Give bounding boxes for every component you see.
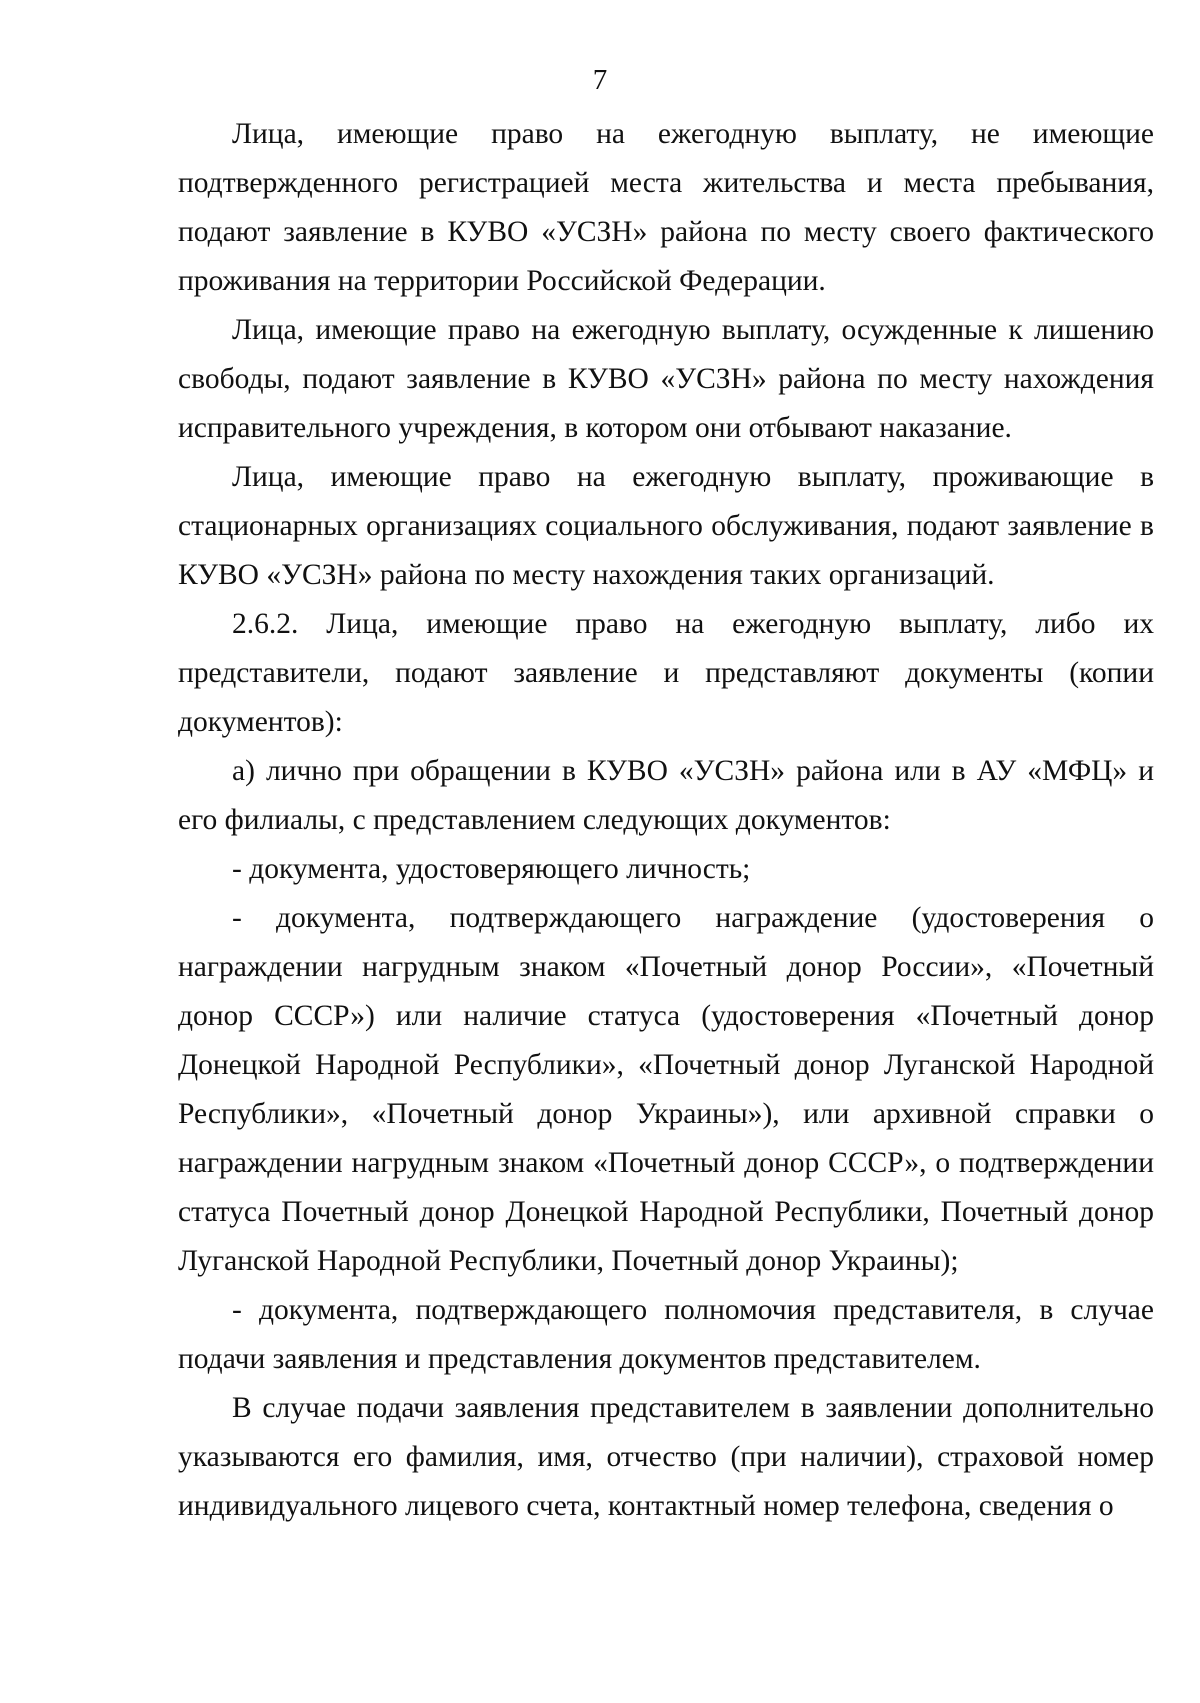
paragraph-inpatient-organizations: Лица, имеющие право на ежегодную выплату, проживающие в стационарных организациях социального обслуживания, подают заявление в КУВО «УСЗН» района по месту нахождения таких организаций. [178, 461, 1154, 591]
document-body [178, 110, 1154, 1531]
paragraph-convicted: Лица, имеющие право на ежегодную выплату, осужденные к лишению свободы, подают заявление в КУВО «УСЗН» района по месту нахождения исправительного учреждения, в котором они отбывают наказание. [178, 314, 1154, 444]
paragraph-representative-details: В случае подачи заявления представителем в заявлении дополнительно указываются его фамилия, имя, отчество (при наличии), страховой номер индивидуального лицевого счета, контактный номер телефона, сведения о [178, 1392, 1154, 1522]
paragraph-in-person-application: а) лично при обращении в КУВО «УСЗН» района или в АУ «МФЦ» и его филиалы, с представлением следующих документов: [178, 755, 1154, 836]
paragraph-no-registration: Лица, имеющие право на ежегодную выплату, не имеющие подтвержденного регистрацией места жительства и места пребывания, подают заявление в КУВО «УСЗН» района по месту своего фактического проживания на территории Российской Федерации. [178, 118, 1154, 297]
list-item-award-document: - документа, подтверждающего награждение (удостоверения о награждении нагрудным знаком «Почетный донор России», «Почетный донор СССР») или наличие статуса (удостоверения «Почетный донор Донецкой Народной Республики», «Почетный донор Луганской Народной Республики», «Почетный донор Украины»), или архивной справки о награждении нагрудным знаком «Почетный донор СССР», о подтверждении статуса Почетный донор Донецкой Народной Республики, Почетный донор Луганской Народной Республики, Почетный донор Украины); [178, 902, 1154, 1277]
paragraph-section-2-6-2: 2.6.2. Лица, имеющие право на ежегодную выплату, либо их представители, подают заявление и представляют документы (копии документов): [178, 608, 1154, 738]
list-item-representative-authority: - документа, подтверждающего полномочия представителя, в случае подачи заявления и представления документов представителем. [178, 1294, 1154, 1375]
list-item-identity-document: - документа, удостоверяющего личность; [232, 853, 751, 885]
page-number: 7 [592, 64, 608, 96]
